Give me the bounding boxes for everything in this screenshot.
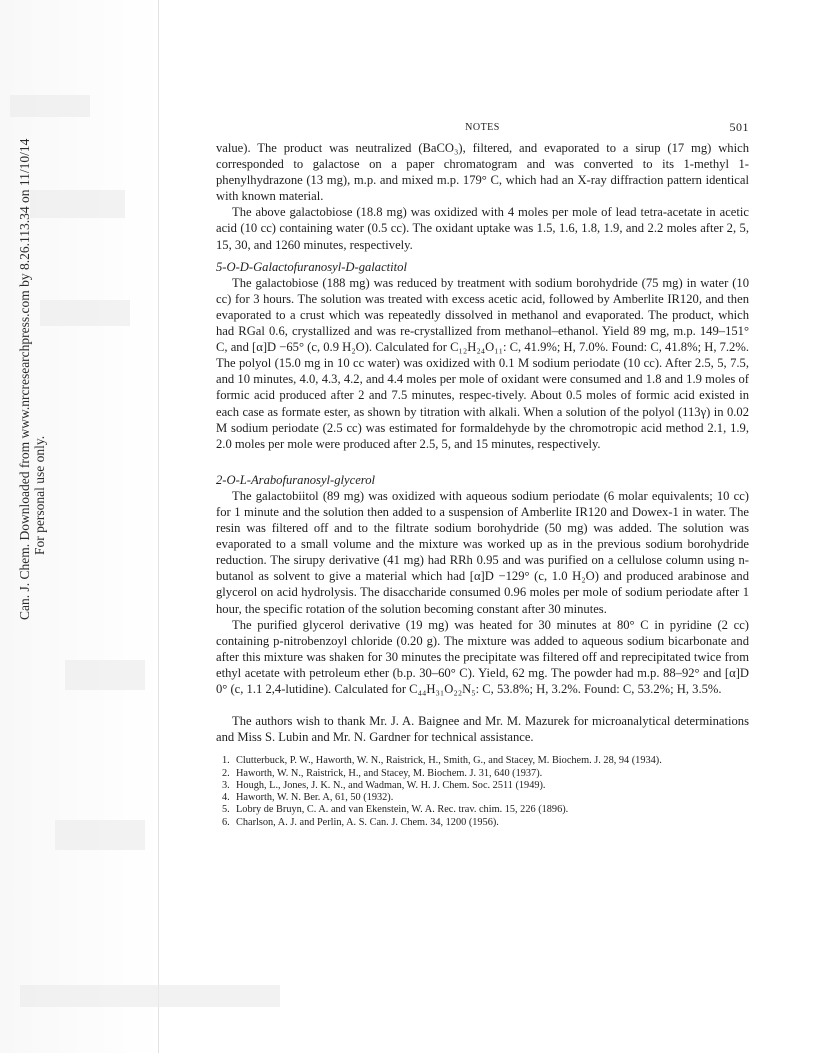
- scan-edge-line: [158, 0, 159, 1053]
- reference-text: Clutterbuck, P. W., Haworth, W. N., Raistrick, H., Smith, G., and Stacey, M. Biochem. J. 28, 94 (1934).: [236, 755, 662, 767]
- reference-item: [222, 804, 749, 816]
- download-notice-line: Can. J. Chem. Downloaded from www.nrcresearchpress.com by 8.26.113.34 on 11/10/14: [17, 138, 32, 620]
- personal-use-notice: For personal use only.: [32, 435, 47, 555]
- reference-number: 4.: [222, 792, 230, 804]
- paragraph: The purified glycerol derivative (19 mg) was heated for 30 minutes at 80° C in pyridine (2 cc) containing p-nitrobenzoyl chloride (0.20 g). The mixture was added to aqueous sodium bicarbonate and after this mixture was shaken for 30 minutes the precipitate was filtered off and reprecipitated twice from ethyl acetate with petroleum ether (b.p. 30–60° C). Yield, 62 mg. The powder had m.p. 88–92° and [α]D 0° (c, 1.1 2,4-lutidine). Calculated for C₄₄H₃₁O₂₂N₅: C, 53.8%; H, 3.2%. Found: C, 53.2%; H, 3.5%.: [216, 617, 749, 696]
- reference-item: [222, 792, 749, 804]
- reference-number: 2.: [222, 767, 230, 779]
- reference-item: [222, 780, 749, 792]
- reference-text: Charlson, A. J. and Perlin, A. S. Can. J. Chem. 34, 1200 (1956).: [236, 816, 499, 828]
- reference-text: Haworth, W. N., Raistrick, H., and Stacey, M. Biochem. J. 31, 640 (1937).: [236, 767, 543, 779]
- paragraph: The above galactobiose (18.8 mg) was oxidized with 4 moles per mole of lead tetra-acetate in acetic acid (10 cc) containing water (0.5 cc). The oxidant uptake was 1.5, 1.6, 1.8, 1.9, and 2.2 moles after 2, 5, 15, 30, and 1260 minutes, respectively.: [216, 205, 749, 252]
- paragraph: The galactobiitol (89 mg) was oxidized with aqueous sodium periodate (6 molar equivalents; 10 cc) for 1 minute and the solution then added to a suspension of Amberlite IR120 and Dowex-1 in water. The resin was filtered off and to the filtrate sodium borohydride (50 mg) was added. The solution was evaporated to a small volume and the mixture was worked up as in the previous sodium borohydride reduction. The sirupy derivative (41 mg) had RRh 0.95 and was purified on a cellulose column using n-butanol as solvent to give a material which had [α]D −129° (c, 1.0 H₂O) and produced arabinose and glycerol on acid hydrolysis. The disaccharide consumed 0.96 moles per mole of sodium periodate after 1 hour, the specific rotation of the solution becoming constant after 30 minutes.: [216, 488, 749, 616]
- reference-list: [216, 755, 749, 829]
- reference-text: Haworth, W. N. Ber. A, 61, 50 (1932).: [236, 792, 394, 804]
- page-header: [216, 120, 749, 140]
- reference-item: [222, 768, 749, 780]
- reference-number: 5.: [222, 804, 230, 816]
- reference-text: Lobry de Bruyn, C. A. and van Ekenstein, W. A. Rec. trav. chim. 15, 226 (1896).: [236, 804, 569, 816]
- scan-smudge: [30, 190, 125, 218]
- section-heading: 2-O-L-Arabofuranosyl-glycerol: [216, 472, 376, 487]
- scan-smudge: [40, 300, 130, 326]
- reference-number: 6.: [222, 816, 230, 828]
- reference-number: 1.: [222, 755, 230, 767]
- reference-number: 3.: [222, 779, 230, 791]
- running-title: NOTES: [465, 122, 500, 133]
- journal-page: [216, 120, 749, 829]
- scan-smudge: [10, 95, 90, 117]
- scan-smudge: [55, 820, 145, 850]
- page-number: 501: [729, 120, 749, 134]
- download-watermark: [8, 138, 48, 625]
- paragraph: value). The product was neutralized (BaCO₃), filtered, and evaporated to a sirup (17 mg) which corresponded to galactose on a paper chromatogram and was converted to its 1-methyl 1-phenylhydrazone (13 mg), m.p. and mixed m.p. 179° C, which had an X-ray diffraction pattern identical with known material.: [216, 141, 749, 204]
- acknowledgement: The authors wish to thank Mr. J. A. Baignee and Mr. M. Mazurek for microanalytical determinations and Miss S. Lubin and Mr. N. Gardner for technical assistance.: [216, 714, 749, 745]
- scan-smudge: [20, 985, 280, 1007]
- reference-item: [222, 755, 749, 767]
- scan-smudge: [65, 660, 145, 690]
- reference-item: [222, 817, 749, 829]
- paragraph: The galactobiose (188 mg) was reduced by treatment with sodium borohydride (75 mg) in water (10 cc) for 3 hours. The solution was treated with excess acetic acid, followed by Amberlite IR120, and then evaporated to a crust which was repeatedly dissolved in methanol and evaporated. The product, which had RGal 0.6, crystallized and was re-crystallized from methanol–ethanol. Yield 89 mg, m.p. 149–151° C, and [α]D −65° (c, 0.9 H₂O). Calculated for C₁₂H₂₄O₁₁: C, 41.9%; H, 7.0%. Found: C, 41.8%; H, 7.2%. The polyol (15.0 mg in 10 cc water) was oxidized with 0.1 M sodium periodate (10 cc). After 2.5, 5, 7.5, and 10 minutes, 4.0, 4.3, 4.2, and 4.4 moles per mole of oxidant were consumed and 1.8 and 1.9 moles of formic acid produced after 2 and 7.5 minutes, respec-tively. About 0.5 moles of formic acid existed in each case as formate ester, as shown by titration with alkali. When a solution of the polyol (113γ) in 0.02 M sodium periodate (2.5 cc) was estimated for formaldehyde by the chromotropic acid method 2.1, 1.9, 2.0 moles per mole were produced after 2.5, 5, and 15 minutes, respectively.: [216, 275, 749, 451]
- reference-text: Hough, L., Jones, J. K. N., and Wadman, W. H. J. Chem. Soc. 2511 (1949).: [236, 779, 546, 791]
- section-heading: 5-O-D-Galactofuranosyl-D-galactitol: [216, 259, 407, 274]
